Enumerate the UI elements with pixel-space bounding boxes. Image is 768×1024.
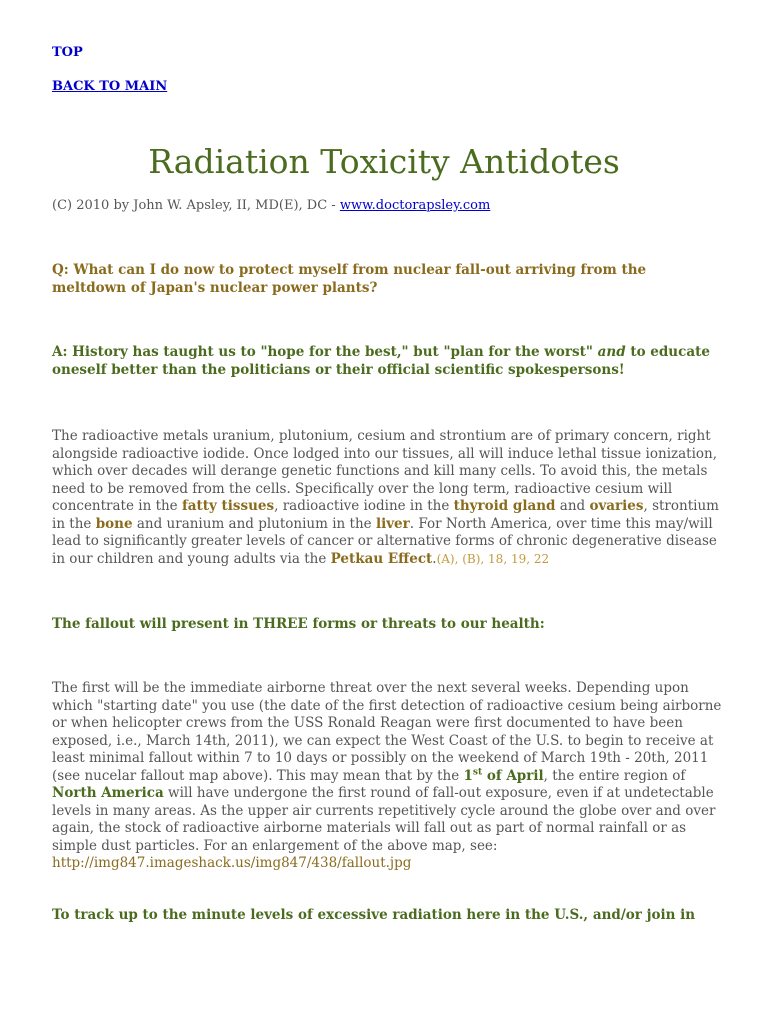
p1-text-6: . For North America, over time this may/will lead to significantly greater levels of cancer or alternative forms of chronic degenerative disease in our children and young adults via the xyxy=(52,515,717,567)
term-thyroid-gland: thyroid gland xyxy=(453,498,556,514)
answer-part2: to educate oneself better than the politicians or their official scientific spokespersons! xyxy=(52,344,710,378)
p1-text-5: and uranium and plutonium in the xyxy=(132,515,376,532)
paragraph-airborne-threat xyxy=(52,680,724,873)
p1-text-1: The radioactive metals uranium, plutonium, cesium and strontium are of primary concern, right alongside radioactive iodide. Once lodged into our tissues, all will induce lethal tissue ionization, which over decades will derange genetic functions and kill many cells. To avoid this, the metals need to be removed from the cells. Specifically over the long term, radioactive cesium will concentrate in the xyxy=(52,428,718,514)
term-north-america: North America xyxy=(52,785,164,801)
answer-emphasis: and xyxy=(597,344,626,360)
p1-text-2: , radioactive iodine in the xyxy=(274,498,454,514)
heading-three-forms: The fallout will present in THREE forms or threats to our health: xyxy=(52,616,545,632)
top-link[interactable]: TOP xyxy=(52,45,83,60)
p1-text-3: and xyxy=(555,498,590,514)
answer-text xyxy=(52,344,724,379)
april-text: of April xyxy=(482,767,544,784)
author-website-link[interactable]: www.doctorapsley.com xyxy=(339,198,491,213)
p1-text-4: , strontium in the xyxy=(52,498,719,532)
back-to-main-link[interactable]: BACK TO MAIN xyxy=(52,79,168,94)
paragraph-radioactive-metals xyxy=(52,428,724,568)
first-number: 1 xyxy=(463,767,473,784)
first-of-april xyxy=(463,768,543,784)
first-superscript: st xyxy=(472,767,483,777)
term-liver: liver xyxy=(375,515,410,532)
p2-text-3: will have undergone the first round of fall-out exposure, even if at undetectable levels in many areas. As the upper air currents repetitively cycle around the globe over and over again, the stock of radioactive airborne materials will fall out as part of normal rainfall or as simple dust particles. For an enlargement of the above map, see: xyxy=(52,785,716,854)
term-bone: bone xyxy=(95,515,133,532)
reference-links[interactable]: (A), (B), 18, 19, 22 xyxy=(436,551,550,566)
page-title: Radiation Toxicity Antidotes xyxy=(148,142,620,181)
term-ovaries: ovaries xyxy=(589,498,644,514)
term-fatty-tissues: fatty tissues xyxy=(181,498,275,514)
term-petkau-effect: Petkau Effect xyxy=(330,550,433,567)
byline xyxy=(52,198,490,213)
heading-track-radiation: To track up to the minute levels of excessive radiation here in the U.S., and/or join in xyxy=(52,907,696,923)
fallout-map-url[interactable]: http://img847.imageshack.us/img847/438/fallout.jpg xyxy=(52,855,412,871)
question-text: Q: What can I do now to protect myself from nuclear fall-out arriving from the meltdown of Japan's nuclear power plants? xyxy=(52,262,647,296)
p2-text-1: The first will be the immediate airborne threat over the next several weeks. Depending upon which "starting date" you use (the date of the first detection of radioactive cesium being airborne or when helicopter crews from the USS Ronald Reagan were first documented to have been exposed, i.e., March 14th, 2011), we can expect the West Coast of the U.S. to begin to receive at least minimal fallout within 7 to 10 days or possibly on the weekend of March 19th - 20th, 2011 (see nucelar fallout map above). This may mean that by the xyxy=(52,680,722,784)
answer-part1: A: History has taught us to "hope for the best," but "plan for the worst" xyxy=(52,344,598,360)
p2-text-2: , the entire region of xyxy=(543,767,686,784)
p1-text-7: . xyxy=(432,550,437,567)
byline-text: (C) 2010 by John W. Apsley, II, MD(E), DC - xyxy=(52,198,340,213)
